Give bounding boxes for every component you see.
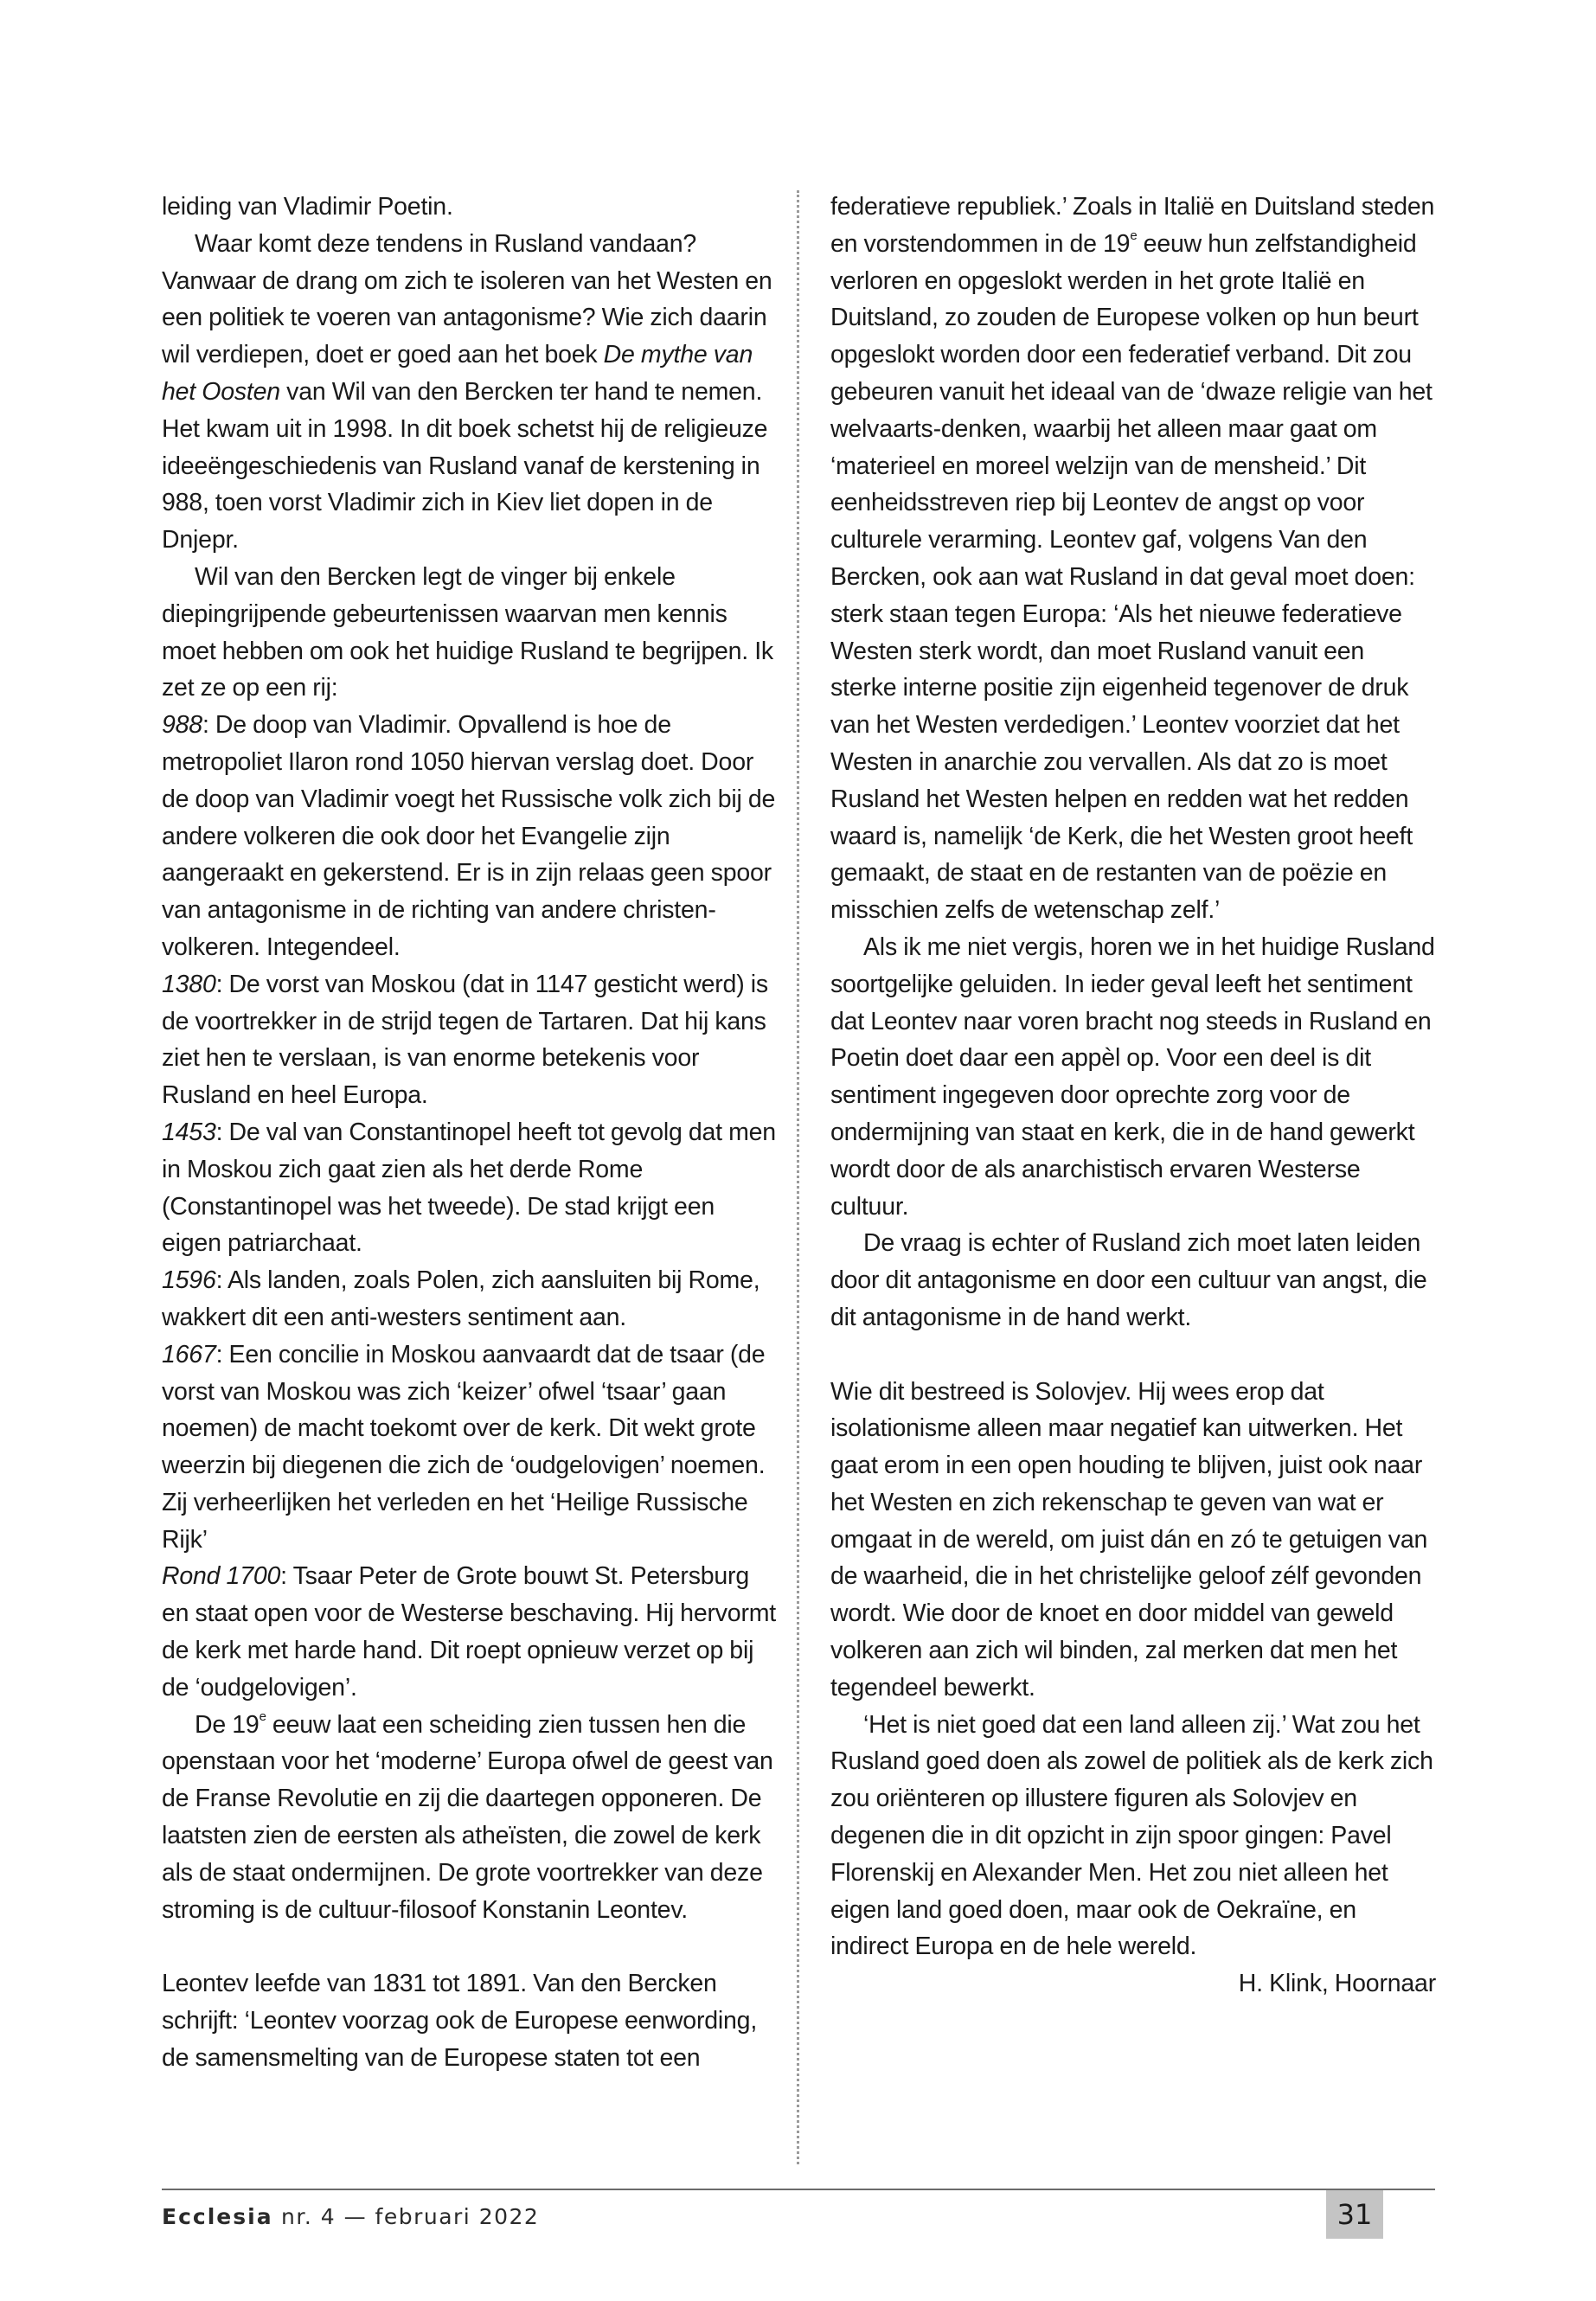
paragraph-events-intro: Wil van den Bercken legt de vinger bij enkele diepingrijpende gebeurtenissen waarvan men kennis moet hebben om ook het huidige Rusland te begrijpen. Ik zet ze op een rij: <box>162 562 773 702</box>
footer-rule <box>162 2189 1435 2190</box>
event-988: 988: De doop van Vladimir. Opvallend is hoe de metropoliet Ilaron rond 1050 hiervan verslag doet. Door de doop van Vladimir voegt het Russische volk zich bij de andere volkeren die ook door het Evangelie zijn aangeraakt en gekerstend. Er is in zijn relaas geen spoor van antagonisme in de richting van andere christen-volkeren. Integendeel. <box>162 711 776 961</box>
event-year: 988 <box>162 711 202 740</box>
paragraph-continuation: leiding van Vladimir Poetin. <box>162 193 453 221</box>
paragraph-conclusion: ‘Het is niet goed dat een land alleen zij.’ Wat zou het Rusland goed doen als zowel de politiek als de kerk zich zou oriënteren op illustere figuren als Solovjev en degenen die in dit opzicht in zijn spoor gingen: Pavel Florenskij en Alexander Men. Het zou niet alleen het eigen land goed doen, maar ook de Oekraïne, en indirect Europa en de hele wereld. <box>830 1710 1433 1961</box>
issue-info: nr. 4 — februari 2022 <box>272 2204 540 2229</box>
event-1700: Rond 1700: Tsaar Peter de Grote bouwt St. Petersburg en staat open voor de Westerse beschaving. Hij hervormt de kerk met harde hand. Dit roept opnieuw verzet op bij de ‘oudgelovigen’. <box>162 1562 777 1702</box>
event-1596: 1596: Als landen, zoals Polen, zich aansluiten bij Rome, wakkert dit een anti-westers sentiment aan. <box>162 1266 760 1331</box>
paragraph-question: De vraag is echter of Rusland zich moet laten leiden door dit antagonisme en door een cultuur van angst, die dit antagonisme in de hand werkt. <box>830 1229 1427 1331</box>
paragraph-19th-century: De 19e eeuw laat een scheiding zien tussen hen die openstaan voor het ‘moderne’ Europa ofwel de geest van de Franse Revolutie en zij die daartegen opponeren. De laatsten zien de eersten als atheïsten, die zowel de kerk als de staat ondermijnen. De grote voortrekker van deze stroming is de cultuur-filosoof Konstanin Leontev. <box>162 1708 773 1924</box>
paragraph-solovjev: Wie dit bestreed is Solovjev. Hij wees erop dat isolationisme alleen maar negatief kan uitwerken. Het gaat erom in een open houding te blijven, juist ook naar het Westen en zich rekenschap te geven van wat er omgaat in de wereld, om juist dán en zó te getuigen van de waarheid, die in het christelijke geloof zélf gevonden wordt. Wie door de knoet en door middel van geweld volkeren aan zich wil binden, zal merken dat men het tegendeel bewerkt. <box>830 1377 1428 1702</box>
event-year: 1453 <box>162 1118 216 1146</box>
page-number: 31 <box>1326 2190 1383 2239</box>
article-left-column <box>162 189 778 2077</box>
event-year: 1380 <box>162 970 216 998</box>
event-year: 1596 <box>162 1266 216 1295</box>
event-year: Rond 1700 <box>162 1562 281 1591</box>
column-divider <box>797 190 799 2164</box>
event-1380: 1380: De vorst van Moskou (dat in 1147 gesticht werd) is de voortrekker in de strijd tegen de Tartaren. Dat hij kans ziet hen te verslaan, is van enorme betekenis voor Rusland en heel Europa. <box>162 970 768 1110</box>
footer-publication <box>162 2204 539 2229</box>
article-right-column <box>830 189 1436 2003</box>
event-1667: 1667: Een concilie in Moskou aanvaardt dat de tsaar (de vorst van Moskou was zich ‘keizer’ ofwel ‘tsaar’ gaan noemen) de macht toekomt over de kerk. Dit wekt grote weerzin bij diegenen die zich de ‘oudgelovigen’ noemen. Zij verheerlijken het verleden en het ‘Heilige Russische Rijk’ <box>162 1340 766 1554</box>
paragraph-modern-russia: Als ik me niet vergis, horen we in het huidige Rusland soortgelijke geluiden. In ieder geval leeft het sentiment dat Leontev naar voren bracht nog steeds in Rusland en Poetin doet daar een appèl op. Voor een deel is dit sentiment ingegeven door oprechte zorg voor de ondermijning van staat en kerk, die in de hand gewerkt wordt door de als anarchistisch ervaren Westerse cultuur. <box>830 933 1435 1221</box>
paragraph-federative: federatieve republiek.’ Zoals in Italië en Duitsland steden en vorstendommen in de 19e eeuw hun zelfstandigheid verloren en opgeslokt werden in het grote Italië en Duitsland, zo zouden de Europese volken op hun beurt opgeslokt worden door een federatief verband. Dit zou gebeuren vanuit het ideaal van de ‘dwaze religie van het welvaarts-denken, waarbij het alleen maar gaat om ‘materieel en moreel welzijn van de mensheid.’ Dit eenheidsstreven riep bij Leontev de angst op voor culturele verarming. Leontev gaf, volgens Van den Bercken, ook aan wat Rusland in dat geval moet doen: sterk staan tegen Europa: ‘Als het nieuwe federatieve Westen sterk wordt, dan moet Rusland vanuit een sterke interne positie zijn eigenheid tegenover de druk van het Westen verdedigen.’ Leontev voorziet dat het Westen in anarchie zou vervallen. Als dat zo is moet Rusland het Westen helpen en redden wat het redden waard is, namelijk ‘de Kerk, die het Westen groot heeft gemaakt, de staat en de restanten van de poëzie en misschien zelfs de wetenschap zelf.’ <box>830 193 1435 925</box>
event-year: 1667 <box>162 1340 216 1368</box>
author-signature: H. Klink, Hoornaar <box>1238 1970 1436 1998</box>
book-title: De mythe van het Oosten <box>162 341 753 406</box>
paragraph-book-intro: Waar komt deze tendens in Rusland vandaan? Vanwaar de drang om zich te isoleren van het Westen en een politiek te voeren van antagonisme? Wie zich daarin wil verdiepen, doet er goed aan het boek De mythe van het Oosten van Wil van den Bercken ter hand te nemen. Het kwam uit in 1998. In dit boek schetst hij de religieuze ideeëngeschiedenis van Rusland vanaf de kerstening in 988, toen vorst Vladimir zich in Kiev liet dopen in de Dnjepr. <box>162 229 772 554</box>
event-1453: 1453: De val van Constantinopel heeft tot gevolg dat men in Moskou zich gaat zien als het derde Rome (Constantinopel was het tweede). De stad krijgt een eigen patriarchaat. <box>162 1118 776 1258</box>
magazine-name: Ecclesia <box>162 2204 273 2229</box>
paragraph-leontev: Leontev leefde van 1831 tot 1891. Van den Bercken schrijft: ‘Leontev voorzag ook de Europese eenwording, de samensmelting van de Europese staten tot een <box>162 1970 758 2072</box>
